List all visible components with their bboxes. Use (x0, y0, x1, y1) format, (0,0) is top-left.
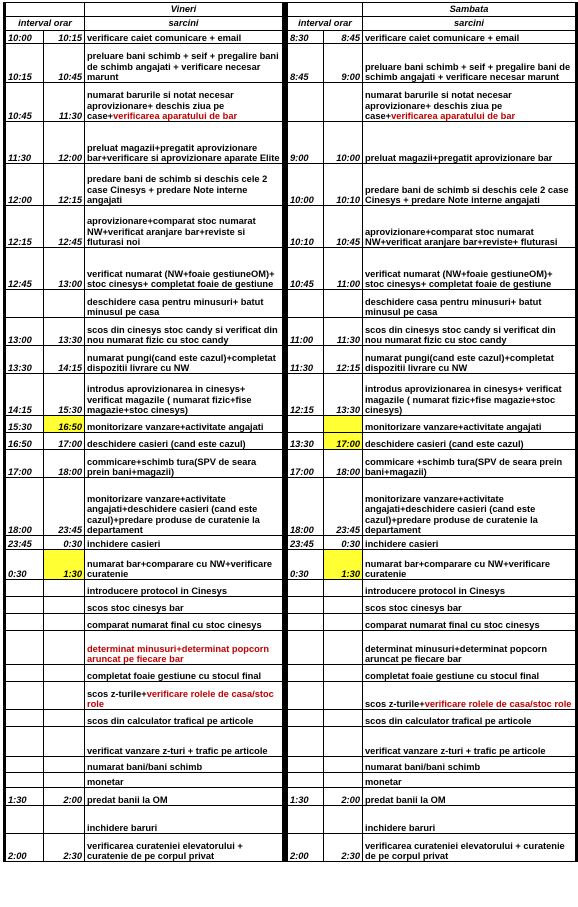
end-time-right (324, 580, 363, 597)
start-time-right (287, 665, 324, 682)
end-time-left: 15:30 (44, 374, 85, 416)
task-left (85, 665, 284, 682)
start-time-right: 10:10 (287, 206, 324, 248)
start-time-right: 0:30 (287, 550, 324, 580)
start-time-right (287, 416, 324, 433)
task-text: numarat barurile si notat necesar aprovizionare+ deschis ziua pe case+ (365, 90, 512, 121)
task-left (85, 757, 284, 773)
end-time-left: 11:30 (44, 83, 85, 122)
schedule-row (5, 710, 577, 727)
schedule-row (5, 773, 577, 788)
schedule-row (5, 416, 577, 433)
task-text: commicare+schimb tura(SPV de seara prein bani+magazii) (87, 456, 257, 477)
task-left (85, 164, 284, 206)
schedule-row (5, 580, 577, 597)
task-right (363, 433, 577, 450)
task-text: predat banii la OM (365, 794, 446, 805)
start-time-right: 18:00 (287, 478, 324, 536)
end-time-right: 17:00 (324, 433, 363, 450)
end-time-right: 2:30 (324, 834, 363, 862)
task-text: scos din cinesys stoc candy si verificat din nou numarat fizic cu stoc candy (87, 324, 278, 345)
task-right (363, 710, 577, 727)
schedule-row (5, 597, 577, 614)
schedule-row (5, 164, 577, 206)
task-left (85, 788, 284, 806)
task-right (363, 374, 577, 416)
task-text: introducere protocol in Cinesys (365, 585, 505, 596)
start-time-left (5, 290, 44, 318)
end-time-right: 23:45 (324, 478, 363, 536)
end-time-right (324, 727, 363, 757)
task-right (363, 31, 577, 44)
start-time-left: 13:00 (5, 318, 44, 346)
start-time-right (287, 580, 324, 597)
task-text: monitorizare vanzare+activitate angajati (87, 421, 264, 432)
end-time-left: 14:15 (44, 346, 85, 374)
task-text: determinat minusuri+determinat popcorn aruncat pe fiecare bar (365, 643, 548, 664)
schedule-row (5, 665, 577, 682)
task-text: preluare bani schimb + seif + pregalire bani de schimb angajati + verificare necesar marunt (365, 61, 571, 82)
task-text: inchidere casieri (365, 538, 439, 549)
task-text: completat foaie gestiune cu stocul final (87, 670, 262, 681)
task-left (85, 450, 284, 478)
start-time-left (5, 773, 44, 788)
end-time-right: 10:45 (324, 206, 363, 248)
task-left (85, 374, 284, 416)
start-time-right (287, 806, 324, 834)
schedule-row (5, 806, 577, 834)
end-time-left: 13:30 (44, 318, 85, 346)
task-text: verificare caiet comunicare + email (365, 32, 520, 43)
task-text: numarat bar+comparare cu NW+verificare curatenie (365, 558, 550, 579)
task-left (85, 44, 284, 83)
end-time-right (324, 682, 363, 710)
task-text-highlight: verificarea aparatului de bar (113, 110, 238, 121)
task-text: numarat pungi(cand este cazul)+completat dispozitii livrare cu NW (365, 352, 554, 373)
task-text: scos z-turile+ (87, 688, 147, 699)
task-left (85, 597, 284, 614)
task-right (363, 206, 577, 248)
start-time-left (5, 580, 44, 597)
end-time-left: 10:45 (44, 44, 85, 83)
schedule-row (5, 614, 577, 631)
end-time-left: 2:30 (44, 834, 85, 862)
task-left (85, 346, 284, 374)
blank-header-cell-left (5, 3, 85, 17)
interval-header-left: interval orar (5, 17, 85, 31)
task-left (85, 83, 284, 122)
start-time-right (287, 773, 324, 788)
tasks-header-right: sarcini (363, 17, 577, 31)
start-time-left: 15:30 (5, 416, 44, 433)
schedule-row (5, 318, 577, 346)
end-time-left (44, 757, 85, 773)
end-time-left (44, 682, 85, 710)
end-time-left: 12:15 (44, 164, 85, 206)
start-time-left: 13:30 (5, 346, 44, 374)
task-right (363, 450, 577, 478)
task-text: scos din calculator trafical pe articole (87, 715, 254, 726)
start-time-left: 12:00 (5, 164, 44, 206)
start-time-right: 17:00 (287, 450, 324, 478)
task-text: monetar (365, 776, 402, 787)
end-time-left (44, 580, 85, 597)
task-text-highlight: verificare rolele de casa/stoc role (87, 688, 274, 709)
task-left (85, 834, 284, 862)
task-right (363, 665, 577, 682)
task-text: verificat vanzare z-turi + trafic pe articole (365, 745, 546, 756)
task-text: monitorizare vanzare+activitate angajati+deschidere casieri (cand este cazul)+predare produse de curatenie la departament (87, 494, 260, 535)
end-time-left: 13:00 (44, 248, 85, 290)
schedule-row (5, 44, 577, 83)
end-time-right (324, 597, 363, 614)
schedule-row (5, 206, 577, 248)
task-left (85, 710, 284, 727)
blank-header-cell-right (287, 3, 363, 17)
start-time-right (287, 631, 324, 665)
schedule-row (5, 478, 577, 536)
task-right (363, 164, 577, 206)
task-left (85, 290, 284, 318)
schedule-sheet (3, 2, 575, 862)
task-left (85, 682, 284, 710)
task-right (363, 631, 577, 665)
task-text: scos stoc cinesys bar (87, 602, 184, 613)
task-text: scos din calculator trafical pe articole (365, 715, 532, 726)
task-right (363, 580, 577, 597)
start-time-right (287, 83, 324, 122)
end-time-left: 0:30 (44, 536, 85, 550)
task-text: monetar (87, 776, 124, 787)
task-text: monitorizare vanzare+activitate angajati (365, 421, 542, 432)
start-time-right: 1:30 (287, 788, 324, 806)
task-left (85, 416, 284, 433)
start-time-left: 10:45 (5, 83, 44, 122)
end-time-right: 0:30 (324, 536, 363, 550)
end-time-right: 1:30 (324, 550, 363, 580)
task-left (85, 580, 284, 597)
task-text: inchidere baruri (87, 822, 158, 833)
schedule-row (5, 346, 577, 374)
schedule-row (5, 757, 577, 773)
end-time-left (44, 806, 85, 834)
end-time-right: 10:10 (324, 164, 363, 206)
task-text: scos din cinesys stoc candy si verificat din nou numarat fizic cu stoc candy (365, 324, 556, 345)
task-left (85, 727, 284, 757)
task-text: introdus aprovizionarea in cinesys+ verificat magazile ( numarat fizic+fise magazie+stoc cinesys) (365, 384, 562, 415)
schedule-row (5, 374, 577, 416)
task-text: verificat numarat (NW+foaie gestiuneOM)+ stoc cinesys+ completat foaie de gestiune (87, 268, 275, 289)
task-right (363, 44, 577, 83)
task-text: deschidere casa pentru minusuri+ batut minusul pe casa (365, 296, 542, 317)
task-text: scos stoc cinesys bar (365, 602, 462, 613)
schedule-row (5, 290, 577, 318)
task-left (85, 806, 284, 834)
task-text: deschidere casieri (cand este cazul) (87, 438, 246, 449)
task-right (363, 597, 577, 614)
start-time-right: 2:00 (287, 834, 324, 862)
end-time-right (324, 806, 363, 834)
schedule-row (5, 31, 577, 44)
start-time-right: 23:45 (287, 536, 324, 550)
start-time-right: 9:00 (287, 122, 324, 164)
start-time-right (287, 682, 324, 710)
task-right (363, 773, 577, 788)
task-right (363, 346, 577, 374)
task-text: predare bani de schimb si deschis cele 2 case Cinesys + predare Note interne angajati (87, 174, 268, 205)
end-time-right: 12:15 (324, 346, 363, 374)
task-text: numarat barurile si notat necesar aprovizionare+ deschis ziua pe case+ (87, 90, 234, 121)
end-time-right: 10:00 (324, 122, 363, 164)
start-time-right: 13:30 (287, 433, 324, 450)
day-header-row (5, 3, 577, 17)
schedule-row (5, 788, 577, 806)
task-right (363, 788, 577, 806)
schedule-row (5, 631, 577, 665)
task-right (363, 806, 577, 834)
end-time-left: 18:00 (44, 450, 85, 478)
task-left (85, 318, 284, 346)
task-left (85, 550, 284, 580)
start-time-left (5, 757, 44, 773)
task-text: preluare bani schimb + seif + pregalire bani de schimb angajati + verificare necesar marunt (87, 51, 279, 82)
task-text-highlight: determinat minusuri+determinat popcorn aruncat pe fiecare bar (87, 643, 270, 664)
task-text: inchidere casieri (87, 538, 161, 549)
start-time-left (5, 806, 44, 834)
task-right (363, 83, 577, 122)
end-time-left: 1:30 (44, 550, 85, 580)
task-right (363, 536, 577, 550)
end-time-left: 12:45 (44, 206, 85, 248)
end-time-right: 2:00 (324, 788, 363, 806)
start-time-right (287, 597, 324, 614)
task-right (363, 614, 577, 631)
task-left (85, 248, 284, 290)
start-time-right: 10:00 (287, 164, 324, 206)
task-right (363, 727, 577, 757)
start-time-right: 8:45 (287, 44, 324, 83)
start-time-left: 10:15 (5, 44, 44, 83)
start-time-right (287, 290, 324, 318)
task-left (85, 631, 284, 665)
task-text: verificare caiet comunicare + email (87, 32, 242, 43)
task-right (363, 834, 577, 862)
start-time-right: 12:15 (287, 374, 324, 416)
end-time-right: 11:30 (324, 318, 363, 346)
end-time-right (324, 773, 363, 788)
end-time-left: 23:45 (44, 478, 85, 536)
task-text: commicare +schimb tura(SPV de seara prein bani+magazii) (365, 456, 563, 477)
schedule-row (5, 122, 577, 164)
task-text: predat banii la OM (87, 794, 168, 805)
schedule-row (5, 83, 577, 122)
task-text: comparat numarat final cu stoc cinesys (87, 619, 262, 630)
start-time-left (5, 682, 44, 710)
end-time-left (44, 773, 85, 788)
start-time-left (5, 631, 44, 665)
task-text: deschidere casa pentru minusuri+ batut minusul pe casa (87, 296, 264, 317)
task-text: numarat pungi(cand este cazul)+completat dispozitii livrare cu NW (87, 352, 276, 373)
end-time-right (324, 631, 363, 665)
end-time-right: 11:00 (324, 248, 363, 290)
task-text: verificarea curateniei elevatorului + curatenie de pe corpul privat (87, 840, 243, 861)
start-time-right: 10:45 (287, 248, 324, 290)
end-time-right (324, 665, 363, 682)
end-time-left (44, 710, 85, 727)
task-text: monitorizare vanzare+activitate angajati+deschidere casieri (cand este cazul)+predare produse de curatenie la departament (365, 494, 538, 535)
schedule-row (5, 536, 577, 550)
task-text-highlight: verificarea aparatului de bar (391, 110, 516, 121)
day-header-right: Sambata (363, 3, 577, 17)
task-right (363, 478, 577, 536)
start-time-right (287, 614, 324, 631)
task-right (363, 757, 577, 773)
end-time-left (44, 614, 85, 631)
task-text: predare bani de schimb si deschis cele 2 case Cinesys + predare Note interne angajati (365, 184, 569, 205)
start-time-left: 23:45 (5, 536, 44, 550)
task-text: scos z-turile+ (365, 698, 425, 709)
end-time-right (324, 290, 363, 318)
schedule-row (5, 682, 577, 710)
end-time-right: 13:30 (324, 374, 363, 416)
day-header-left: Vineri (85, 3, 284, 17)
start-time-left: 1:30 (5, 788, 44, 806)
end-time-right (324, 710, 363, 727)
task-text: aprovizionare+comparat stoc numarat NW+verificat aranjare bar+reviste+ fluturasi (365, 226, 558, 247)
end-time-right (324, 757, 363, 773)
start-time-left (5, 665, 44, 682)
schedule-row (5, 727, 577, 757)
task-text: numarat bani/bani schimb (87, 761, 203, 772)
task-text: preluat magazii+pregatit aprovizionare bar (365, 152, 553, 163)
start-time-left: 14:15 (5, 374, 44, 416)
start-time-right: 8:30 (287, 31, 324, 44)
tasks-header-left: sarcini (85, 17, 284, 31)
task-right (363, 290, 577, 318)
task-text-highlight: verificare rolele de casa/stoc role (424, 698, 572, 709)
interval-header-right: interval orar (287, 17, 363, 31)
end-time-left: 17:00 (44, 433, 85, 450)
end-time-left (44, 290, 85, 318)
end-time-left (44, 597, 85, 614)
start-time-right (287, 727, 324, 757)
schedule-row (5, 248, 577, 290)
task-text: deschidere casieri (cand este cazul) (365, 438, 524, 449)
end-time-left (44, 665, 85, 682)
start-time-right (287, 710, 324, 727)
end-time-left: 12:00 (44, 122, 85, 164)
task-left (85, 433, 284, 450)
task-text: completat foaie gestiune cu stocul final (365, 670, 540, 681)
start-time-left: 18:00 (5, 478, 44, 536)
start-time-left: 0:30 (5, 550, 44, 580)
start-time-left: 10:00 (5, 31, 44, 44)
task-text: verificat vanzare z-turi + trafic pe articole (87, 745, 268, 756)
start-time-left (5, 710, 44, 727)
end-time-right (324, 614, 363, 631)
schedule-row (5, 550, 577, 580)
start-time-right: 11:00 (287, 318, 324, 346)
task-left (85, 122, 284, 164)
schedule-table (3, 2, 578, 862)
task-text: numarat bani/bani schimb (365, 761, 481, 772)
task-right (363, 416, 577, 433)
task-right (363, 248, 577, 290)
task-right (363, 682, 577, 710)
task-text: verificarea curateniei elevatorului + curatenie de pe corpul privat (365, 840, 565, 861)
start-time-left: 17:00 (5, 450, 44, 478)
task-text: numarat bar+comparare cu NW+verificare curatenie (87, 558, 272, 579)
start-time-left: 11:30 (5, 122, 44, 164)
start-time-left (5, 614, 44, 631)
task-text: verificat numarat (NW+foaie gestiuneOM)+ stoc cinesys+ completat foaie de gestiune (365, 268, 553, 289)
start-time-left: 16:50 (5, 433, 44, 450)
task-right (363, 122, 577, 164)
start-time-right (287, 757, 324, 773)
task-text: aprovizionare+comparat stoc numarat NW+verificat aranjare bar+reviste si fluturasi noi (87, 216, 256, 247)
start-time-right: 11:30 (287, 346, 324, 374)
end-time-right (324, 83, 363, 122)
schedule-row (5, 834, 577, 862)
end-time-right (324, 416, 363, 433)
task-text: preluat magazii+pregatit aprovizionare bar+verificare si aprovizionare aparate Elite (87, 142, 280, 163)
start-time-left: 12:15 (5, 206, 44, 248)
task-left (85, 536, 284, 550)
schedule-row (5, 450, 577, 478)
end-time-left: 2:00 (44, 788, 85, 806)
end-time-left (44, 727, 85, 757)
task-left (85, 614, 284, 631)
start-time-left: 2:00 (5, 834, 44, 862)
end-time-right: 9:00 (324, 44, 363, 83)
task-right (363, 550, 577, 580)
start-time-left (5, 597, 44, 614)
end-time-left (44, 631, 85, 665)
end-time-left: 16:50 (44, 416, 85, 433)
task-left (85, 773, 284, 788)
end-time-left: 10:15 (44, 31, 85, 44)
task-text: comparat numarat final cu stoc cinesys (365, 619, 540, 630)
end-time-right: 8:45 (324, 31, 363, 44)
task-left (85, 206, 284, 248)
start-time-left (5, 727, 44, 757)
start-time-left: 12:45 (5, 248, 44, 290)
schedule-row (5, 433, 577, 450)
task-text: introdus aprovizionarea in cinesys+ verificat magazile ( numarat fizic+fise magazie+stoc cinesys) (87, 384, 252, 415)
task-text: introducere protocol in Cinesys (87, 585, 227, 596)
task-right (363, 318, 577, 346)
task-text: inchidere baruri (365, 822, 436, 833)
task-left (85, 31, 284, 44)
column-header-row (5, 17, 577, 31)
task-left (85, 478, 284, 536)
end-time-right: 18:00 (324, 450, 363, 478)
